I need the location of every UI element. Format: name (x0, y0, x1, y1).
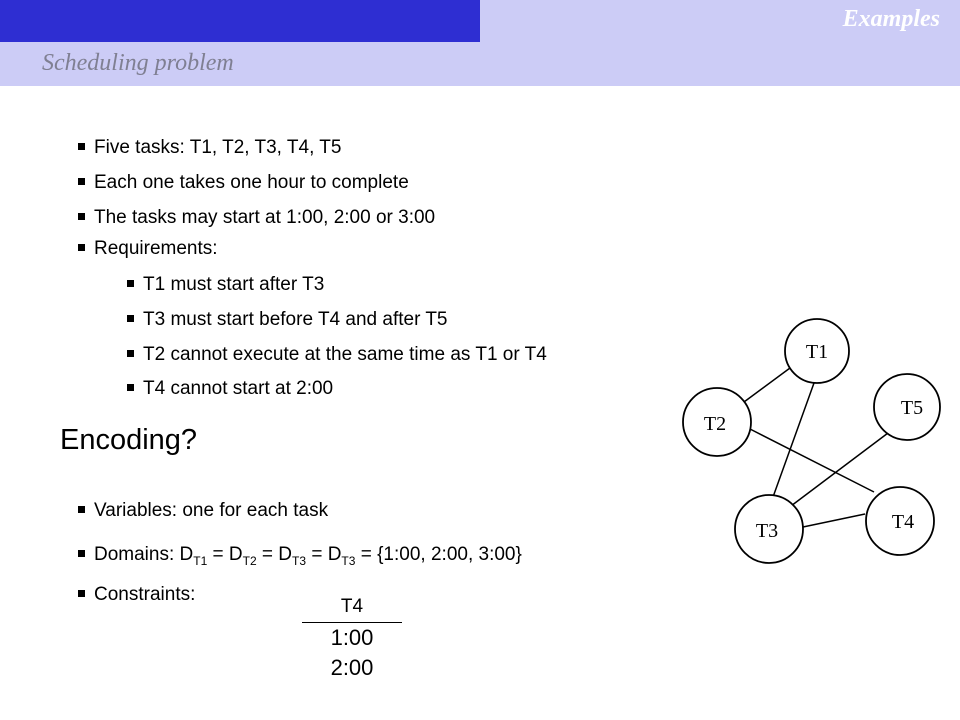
slide-title: Examples (842, 6, 940, 32)
encoding-heading: Encoding? (60, 424, 198, 456)
node-label: T3 (755, 520, 779, 542)
requirement-text: T2 cannot execute at the same time as T1 or T4 (143, 344, 547, 365)
edge-t1-t2 (744, 368, 790, 402)
table-header: T4 (302, 592, 402, 623)
node-label: T5 (900, 397, 924, 419)
edge-t3-t4 (803, 514, 865, 527)
table-row: 1:00 (330, 625, 374, 650)
bullet-text: Each one takes one hour to complete (94, 172, 409, 193)
edge-t2-t4 (750, 429, 874, 492)
node-label: T2 (703, 413, 727, 435)
requirement-text: T1 must start after T3 (143, 274, 325, 295)
bullet-text: Requirements: (94, 238, 218, 259)
node-label: T4 (891, 511, 915, 533)
node-label: T1 (805, 341, 829, 363)
edge-t1-t3 (773, 383, 814, 497)
constraints-text: Constraints: (94, 584, 196, 605)
table-row: 2:00 (330, 655, 374, 680)
bullet-text: Five tasks: T1, T2, T3, T4, T5 (94, 137, 342, 158)
requirement-text: T3 must start before T4 and after T5 (143, 309, 448, 330)
variables-text: Variables: one for each task (94, 500, 329, 521)
domains-text: Domains: $D_{T1} = D_{T2} = D_{T3} = D_{T3}$ = {1:00, 2:00, 3:00} (94, 544, 522, 568)
requirement-text: T4 cannot start at 2:00 (143, 378, 334, 399)
slide-subtitle: Scheduling problem (42, 50, 234, 76)
edge-t3-t5 (791, 433, 888, 506)
bullet-text: The tasks may start at 1:00, 2:00 or 3:00 (94, 207, 436, 228)
